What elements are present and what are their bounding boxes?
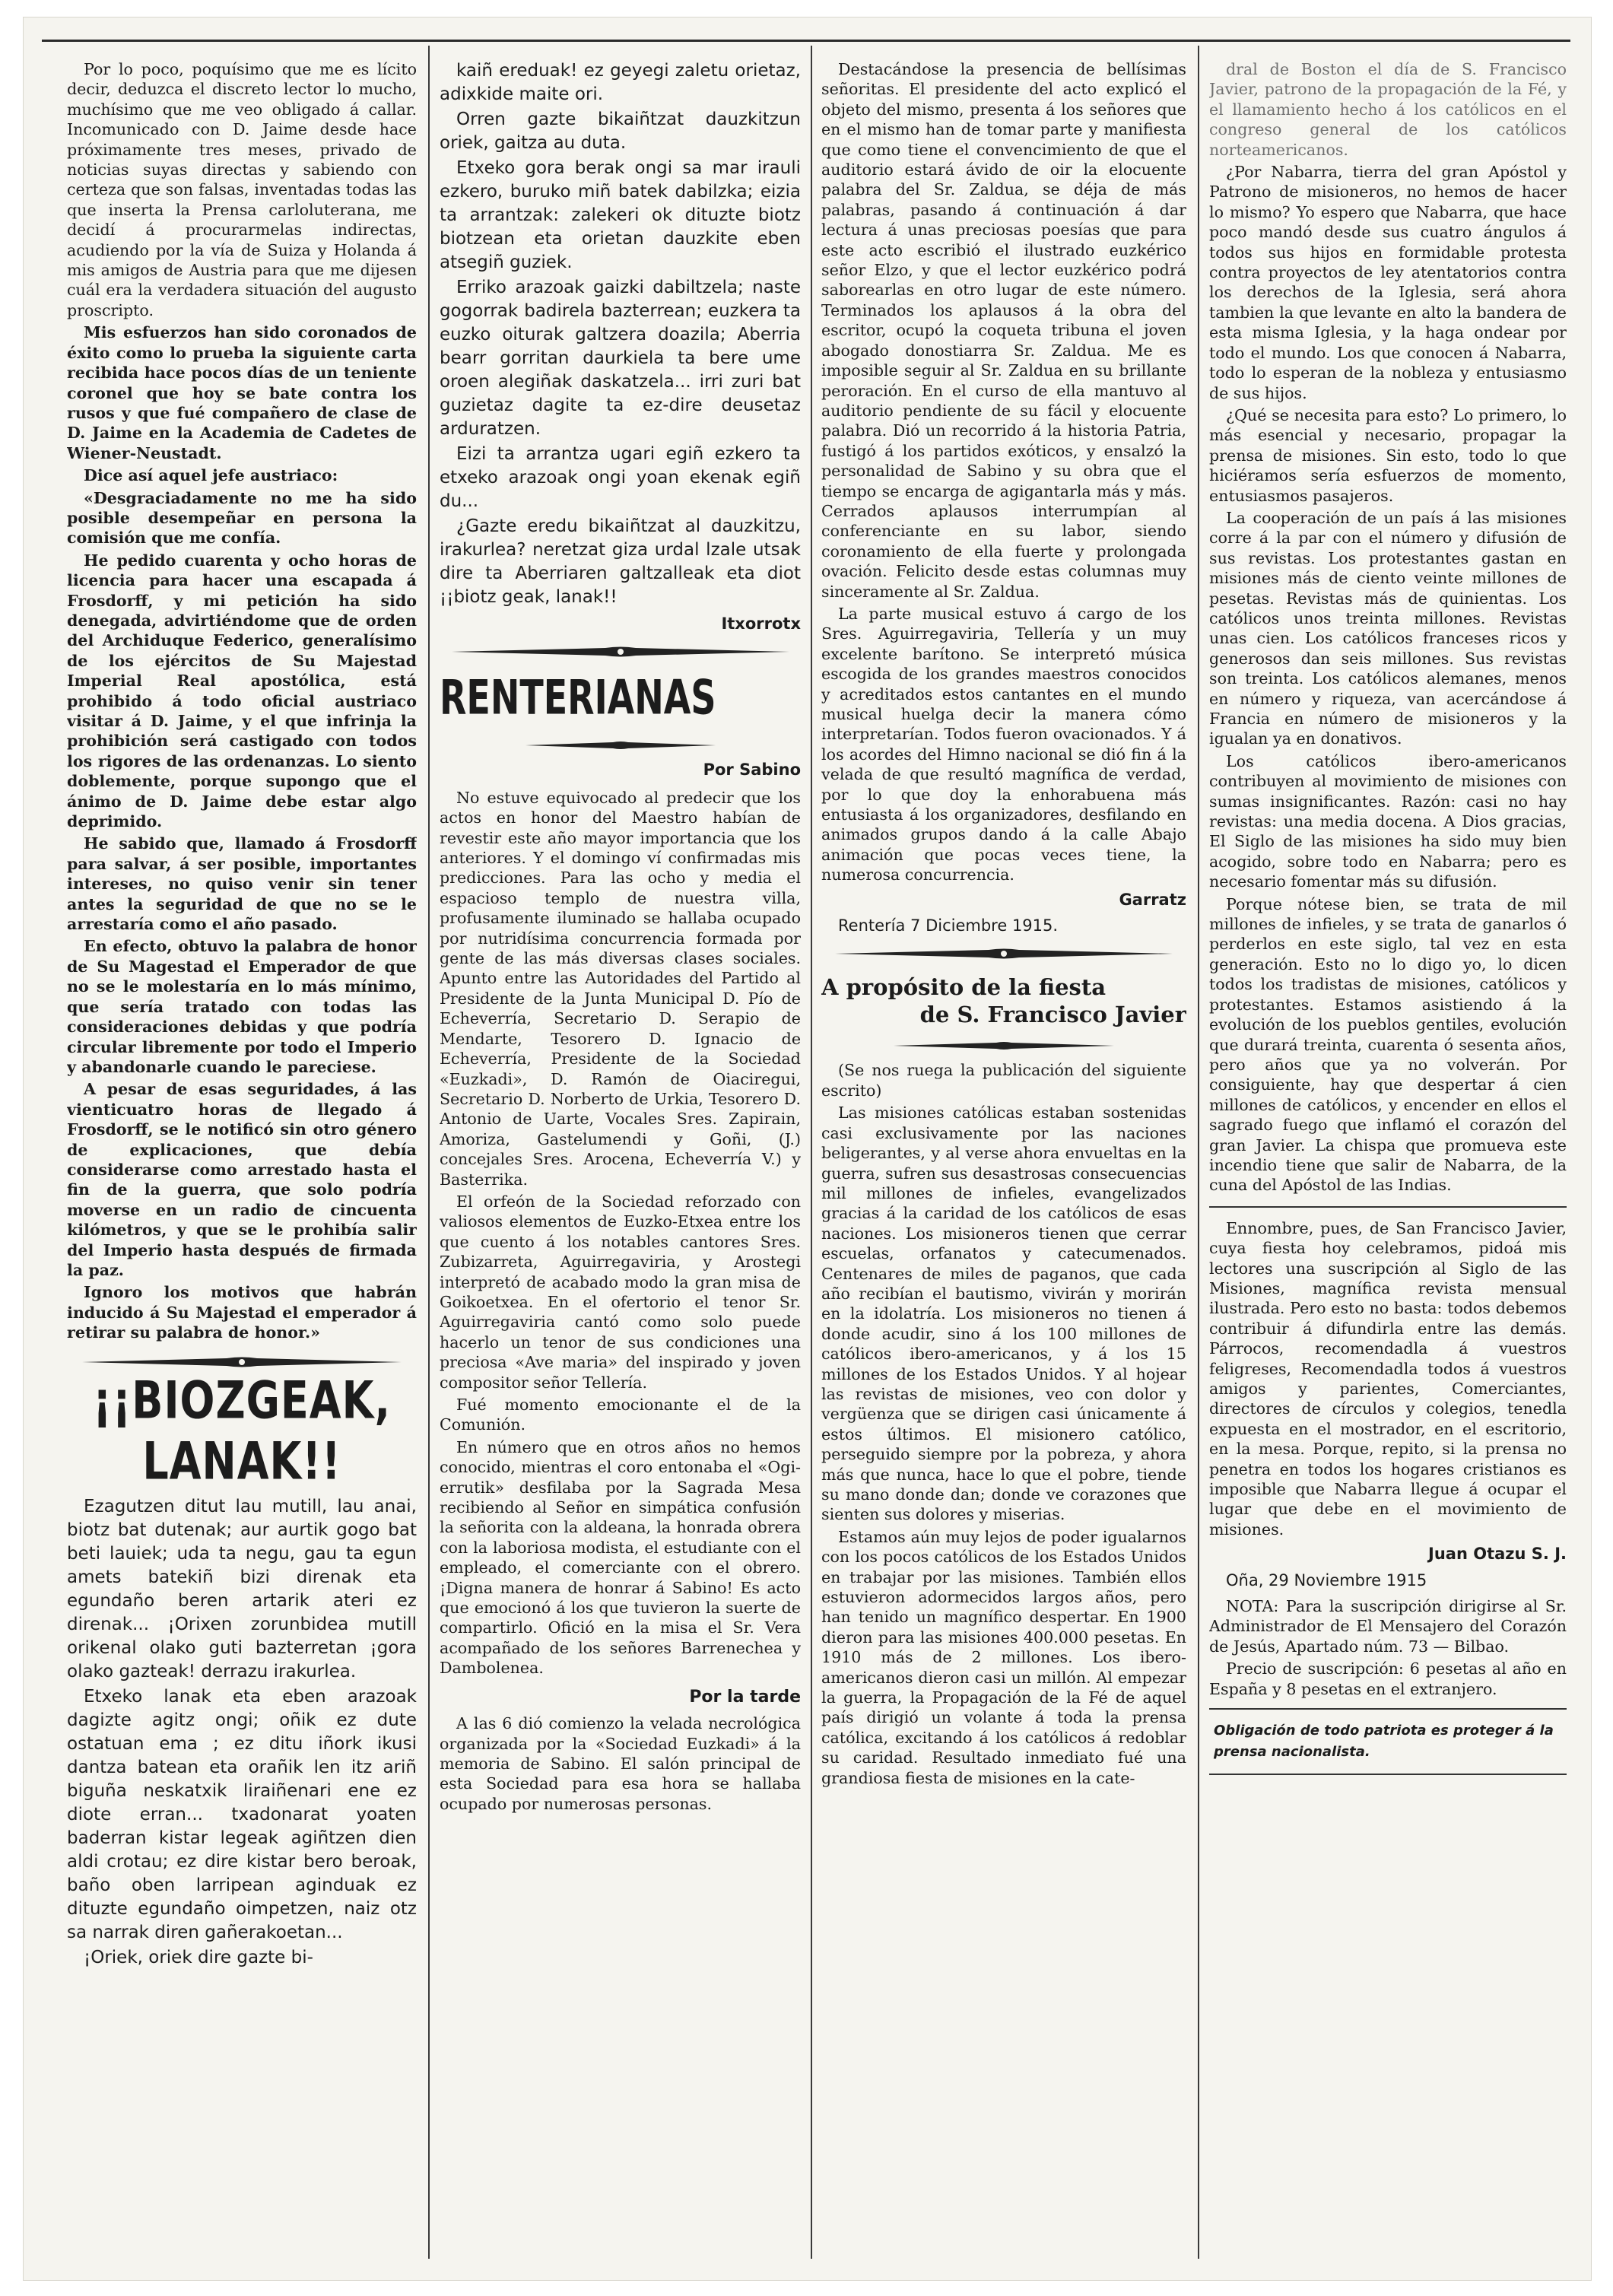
paragraph: He pedido cuarenta y ocho horas de licencia para hacer una escapada á Frosdorff, y mi petición ha sido denegada, advirtiéndome que de orden del Archiduque Federico, generalísimo de los ejércitos de Su Majestad Imperial Real apostólica, está prohibido á todo oficial austriaco visitar á D. Jaime, y el que infrinja la prohibición será castigado con todos los rigores de las ordenanzas. Lo siento doblemente, porque supongo que el ánimo de D. Jaime debe estar algo deprimido. [67,551,417,831]
subheading: Por la tarde [689,1687,801,1707]
basque-article [67,1495,417,1970]
ornament-divider [522,740,719,751]
paragraph: dral de Boston el día de S. Francisco Javier, patrono de la propagación de la Fé, y el llamamiento hecho á los católicos en el congreso general de los católicos norteamericanos. [1209,60,1567,159]
top-rule [42,40,1570,42]
paragraph: Porque nótese bien, se trata de mil millones de infieles, y se trata de ganarlos ó perderlos en este siglo, tal vez en esta generación. Esto no lo digo yo, lo dicen todos los tradistas de misiones, católicos y protestantes. Estamos asistiendo á la evolución de los pueblos gentiles, evolución que durará treinta, cuarenta ó sesenta años, pero años que ya no volverán. Por consiguiente, hay que despertar á cien millones de católicos, y encender en ellos el sagrado fuego que inflamó el corazón del gran Javier. La chispa que promueva este incendio tiene que salir de Nabarra, de la cuna del Apóstol de las Indias. [1209,894,1567,1195]
divider-line [1209,1206,1567,1208]
paragraph: En número que en otros años no hemos conocido, mientras el coro entonaba el «Ogi-errutik» desfilaba por la Sagrada Mesa recibiendo al Señor en simpática confusión la señorita con la aldeana, la honrada obrera con la laboriosa modista, el estudiante con el empleado, el comerciante con el obrero. ¡Digna manera de honrar á Sabino! Es acto que emocionó á los que tuvieron la suerte de compartirlo. Ofició en la misa el Sr. Vera acompañado de los señores Barrenechea y Dambolenea. [440,1437,801,1678]
paragraph: ¿Gazte eredu bikaiñtzat al dauzkitzu, irakurlea? neretzat giza urdal lzale utsak dire ta Aberriaren galtzalleak eta diot ¡¡biotz geak, lanak!! [440,516,801,607]
paragraph: Orren gazte bikaiñtzat dauzkitzun oriek, gaitza au duta. [440,110,801,153]
article-paragraphs [821,1060,1186,1788]
paragraph: A las 6 dió comienzo la velada necrológica organizada por la «Sociedad Euzkadi» á la memoria de Sabino. El salón principal de esta Sociedad para esa hora se hallaba ocupado por numerosas personas. [440,1714,801,1813]
paragraph: ¿Por Nabarra, tierra del gran Apóstol y Patrono de misioneros, no hemos de hacer lo mismo? Yo espero que Nabarra, que hace poco mandó desde sus cuatro ángulos á todos sus hijos en formidable protesta contra proyectos de ley atentatorios contra los derechos de la Iglesia, será ahora tambien la que levante en alto la bandera de esta misma Iglesia, y la haga ondear por todo el mundo. Los que conocen á Nabarra, todo lo esperan de la nobleza y entusiasmo de sus hijos. [1209,163,1567,402]
article-paragraphs [440,1713,801,1814]
headline-renterianas: RENTERIANAS [440,669,716,726]
paragraph: Fué momento emocionante el de la Comunión. [440,1396,801,1434]
paragraph: Destacándose la presencia de bellísimas señoritas. El presidente del acto explicó el objeto del mismo, presenta á los señores que en el mismo han de tomar parte y manifiesta que como tiene el convencimiento de que el auditorio estará ávido de oir la elocuente palabra del Sr. Zaldua, se déja de más palabras, pasando á continuación á dar lectura á unas preciosas poesías que para este acto escribió el ilustrado euzkérico señor Elzo, y que el lector euzkérico podrá saborearlas en otro lugar de este número. Terminados los aplausos á la obra del escritor, ocupó la coqueta tribuna el joven abogado donostiarra Sr. Zaldua. Me es imposible seguir al Sr. Zaldua en su brillante peroración. En el curso de ella mantuvo al auditorio pendiente de su fácil y elocuente palabra. Dió un recorrido á la historia Patria, fustigó á los partidos exóticos, y ensalzó la personalidad de Sabino y su obra que el tiempo se encarga de agigantarla más y más. Cerrados aplausos interrumpían al conferenciante en su labor, siendo coronamiento de ella fuerte y prolongada ovación. Felicito desde estas columnas muy sinceramente al Sr. Zaldua. [821,60,1186,601]
subscription-note: NOTA: Para la suscripción dirigirse al Sr. Administrador de El Mensajero del Corazón de Jesús, Apartado núm. 73 — Bilbao. [1209,1597,1567,1656]
paragraph: Ezagutzen ditut lau mutill, lau anai, biotz bat dutenak; aur aurtik gogo bat beti lauiek; uda ta negu, gau ta egun amets batekiñ bizi direnak eta egundaño beren artarik ateri ez direnak... ¡Orixen zorunbidea mutill orikenal olako guti bazterretan ¡gora olako gazteak! derrazu irakurlea. [67,1496,417,1682]
article-paragraphs [821,59,1186,885]
subscription-price: Precio de suscripción: 6 pesetas al año en España y 8 pesetas en el extranjero. [1209,1659,1567,1698]
column-rule [428,46,430,2259]
column-rule [1198,46,1199,2259]
paragraph: Por lo poco, poquísimo que me es lícito decir, deduzca el discreto lector lo mucho, muchísimo que me veo obligado á callar. Incomunicado con D. Jaime desde hace próximamente tres meses, privado de noticias suyas directas y sabiendo con certeza que son falsas, inventadas todas las que inserta la Prensa carloluterana, me decidí á procurarmelas indirectas, acudiendo por la vía de Suiza y Holanda á mis amigos de Austria para que me dijesen cuál era la verdadera situación del augusto proscripto. [67,60,417,319]
paragraph: ¡Oriek, oriek dire gazte bi- [84,1947,313,1967]
paragraph: ¿Qué se necesita para esto? Lo primero, lo más esencial y necesario, propagar la prensa de misiones. Sin esto, todo lo que hiciéramos sería esfuerzos de momento, entusiasmos pasajeros. [1209,405,1567,505]
headline-biozgeak: ¡¡BIOZGEAK, LANAK!! [93,1370,391,1491]
byline: Por Sabino [703,761,801,780]
column-rule [811,46,812,2259]
ornament-divider [829,946,1179,961]
paragraph: Etxeko lanak eta eben arazoak dagizte agitz ongi; oñik ez dute ostatuan ema ; ez ditu iñork ikusi dantza batean eta orañik len itz ariñ biguña neskatxik liraiñenari ene ez diote erran... txadonarat yoaten baderran kistar legeak agiñtzen dien aldi crotau; ez dire kistar bero beroak, baño oben larripean aginduak ez dituzte egundaño oimpetzen, naiz otz sa narrak diren gañerakoetan... [67,1686,417,1942]
paragraph: La parte musical estuvo á cargo de los Sres. Aguirregaviria, Tellería y un muy excelente barítono. Se interpretó música escogida de los grandes maestros conocidos y acreditados estos cantantes en el mundo musical huelga decir la manera cómo interpretarían. Todos fueron ovacionados. Y á los acordes del Himno nacional se dió fin á la velada de que resultó magnífica de verdad, por lo que doy la enhorabuena más entusiasta á los organizadores, desfilando en animados grupos dando á la calle Abajo animación que pocas veces tiene, la numerosa concurrencia. [821,604,1186,884]
paragraph: Los católicos ibero-americanos contribuyen al movimiento de misiones con sumas insignificantes. Razón: casi no hay revistas: una media docena. A Dios gracias, El Siglo de las misiones ha sido muy bien acogido, sobre todo en Nabarra; pero es necesario fomentar más su difusión. [1209,751,1567,891]
article-paragraphs [440,788,801,1678]
article-signature: Garratz [1119,890,1186,909]
ornament-divider [75,1354,409,1370]
paragraph: (Se nos ruega la publicación del siguiente escrito) [821,1061,1186,1100]
paragraph: Ennombre, pues, de San Francisco Javier, cuya fiesta hoy celebramos, pidoá mis lectores una suscripción al Siglo de las Misiones, magnífica revista mensual ilustrada. Pero esto no basta: todos debemos contribuir á difundirla entre las demás. Párrocos, recomendadla á vuestros feligreses, Recomendadla todos á vuestros amigos y parientes, Comerciantes, directores de círculos y colegios, tenedla expuesta en el mostrador, en el escritorio, en la mesa. Porque, repito, si la prensa no penetra en todos los hogares cristianos es imposible que Nabarra llegue á ocupar el lugar que debe en el movimiento de misiones. [1209,1218,1567,1539]
article-paragraphs [1209,1218,1567,1540]
paragraph: «Desgraciadamente no me ha sido posible desempeñar en persona la comisión que me confía. [67,488,417,548]
ornament-divider [446,644,795,659]
paragraph: Eizi ta arrantza ugari egiñ ezkero ta etxeko arazoak ongi yoan ekenak egiñ du... [440,444,801,511]
paragraph: La cooperación de un país á las misiones corre á la par con el número y difusión de sus revistas. Los protestantes gastan en misiones más de ciento veinte millones de pesetas. Revistas más de quinientas. Los católicos unos treinta millones. Revistas unas cien. Los católicos franceses ricos y generosos dan seis millones. Sus revistas son treinta. Los católicos alemanes, menos en número y riqueza, van acercándose á Francia en número de misioneros y la igualan ya en donativos. [1209,508,1567,748]
paragraph: Erriko arazoak gaizki dabiltzela; naste gogorrak badirela bazterrean; euzkera ta euzko oiturak galtzera doazila; Aberria bearr gorritan daurkiela ta bere ume oroen alegiñak daskatzela... irri zuri bat guzietaz dagite ta ez-dire deusetaz arduratzen. [440,278,801,439]
basque-article-continued [440,59,801,609]
paragraph: No estuve equivocado al predecir que los actos en honor del Maestro habían de revestir este año mayor importancia que los anteriores. Y el domingo ví confirmadas mis predicciones. Para las ocho y media el espacioso templo de nuestra villa, profusamente iluminado se hallaba ocupado por nutridísima concurrencia formada por gente de las más diversas clases sociales. Apunto entre las Autoridades del Partido al Presidente de la Junta Municipal D. Pío de Echeverría, Secretario D. Serapio de Mendarte, Tesorero D. Ignacio de Echeverría, Presidente de la Sociedad «Euzkadi», D. Ramón de Oiaciregui, Secretario D. Norberto de Urkia, Tesorero D. Antonio de Uarte, Vocales Sres. Zapirain, Amoriza, Gastelumendi y Goñi, (J.) concejales Sres. Arocena, Echeverría V.) y Basterrika. [440,788,801,1189]
paragraph: Etxeko gora berak ongi sa mar irauli ezkero, buruko miñ batek dabilzka; eizia ta arrantzak: zalekeri ok dituzte biotz biotzean eta orietan dauzkite eben atsegiñ guziek. [440,158,801,272]
article-signature: Juan Otazu S. J. [1428,1545,1567,1564]
headline-line-2: de S. Francisco Javier [919,1002,1186,1028]
paragraph: Dice así aquel jefe austriaco: [84,466,338,485]
column-1 [67,59,417,2257]
article-signature: Itxorrotx [721,614,801,633]
headline-san-francisco-javier [821,973,1186,1028]
paragraph: Ignoro los motivos que habrán inducido á Su Majestad el emperador á retirar su palabra de honor.» [67,1283,417,1342]
headline-line-1: A propósito de la fiesta [821,974,1107,1001]
paragraph: En efecto, obtuvo la palabra de honor de Su Magestad el Emperador de que no se le molestaría en lo más mínimo, que sería tratado con todas las consideraciones debidas y que podría circular libremente por todo el Imperio y abandonarle cuando le pareciese. [67,937,417,1076]
column-2 [440,59,801,2257]
article-paragraphs [1209,59,1567,1196]
dateline: Oña, 29 Noviembre 1915 [1226,1570,1427,1589]
paragraph: He sabido que, llamado á Frosdorff para salvar, á ser posible, importantes intereses, no quiso venir sin tener antes la seguridad de que no se le arrestaría como el año pasado. [67,834,417,934]
patriot-notice: Obligación de todo patriota es proteger á la prensa nacionalista. [1209,1708,1567,1775]
column-4 [1209,59,1567,2257]
paragraph: El orfeón de la Sociedad reforzado con valiosos elementos de Euzko-Etxea entre los que cuento á los notables cantores Sres. Zubizarreta, Aguirregaviria, y Arostegi interpretó de acabado modo la gran misa de Goikoetxea. En el ofertorio el tenor Sr. Aguirregaviria cantó como solo puede hacerlo un tenor de sus condiciones una preciosa «Ave maria» del inspirado y joven compositor señor Tellería. [440,1192,801,1392]
paragraph: kaiñ ereduak! ez geyegi zaletu orietaz, adixkide maite ori. [440,61,801,104]
paragraph: Las misiones católicas estaban sostenidas casi exclusivamente por las naciones beligerantes, y al verse ahora envueltas en la guerra, sufren sus desastrosas consecuencias mil millones de infieles, evangelizados gracias á la caridad de los católicos de esas naciones. Los misioneros tienen que cerrar escuelas, orfanatos y catecumenados. Centenares de miles de paganos, que cada año recibían el bautismo, vivirán y morirán en la idolatría. Los misioneros no tienen á donde acudir, sino á los 100 millones de católicos ibero-americanos, y á los 15 millones de los Estados Unidos. Y al hojear las revistas de misiones, veo con dolor y vergüenza que se dirigen casi únicamente á estos últimos. El misionero católico, perseguido siempre por la pobreza, y ahora más que nunca, hace lo que el pobre, tiende su mano donde dan; donde ve corazones que sienten sus dolores y miserias. [821,1104,1186,1524]
paragraph: A pesar de esas seguridades, á las vienticuatro horas de llegado á Frosdorff, se le notificó sin otro género de explicaciones, que debía considerarse como arrestado hasta el fin de la guerra, que solo podría moverse en un radio de cincuenta kilómetros, y que se le prohibía salir del Imperio hasta después de firmada la paz. [67,1080,417,1279]
paragraph: Mis esfuerzos han sido coronados de éxito como lo prueba la siguiente carta recibida hace pocos días de un teniente coronel que hoy se bate contra los rusos y que fué compañero de clase de D. Jaime en la Academia de Cadetes de Wiener-Neustadt. [67,323,417,462]
article-paragraphs [67,59,417,1343]
column-3 [821,59,1186,2257]
dateline: Rentería 7 Diciembre 1915. [838,916,1059,935]
paragraph: Estamos aún muy lejos de poder igualarnos con los pocos católicos de los Estados Unidos en trabajar por las misiones. También ellos estuvieron adormecidos largos años, pero han tenido un magnífico despertar. En 1900 dieron para las misiones 400.000 pesetas. En 1910 más de 2 millones. Los ibero-americanos dieron casi un millón. Al empezar la guerra, la Propagación de la Fé de aquel país dirigió un volante á toda la prensa católica, excitando á los católicos á redoblar su caridad. Resultado inmediato fué una grandiosa fiesta de misiones en la cate- [821,1527,1186,1787]
ornament-divider [890,1040,1118,1051]
